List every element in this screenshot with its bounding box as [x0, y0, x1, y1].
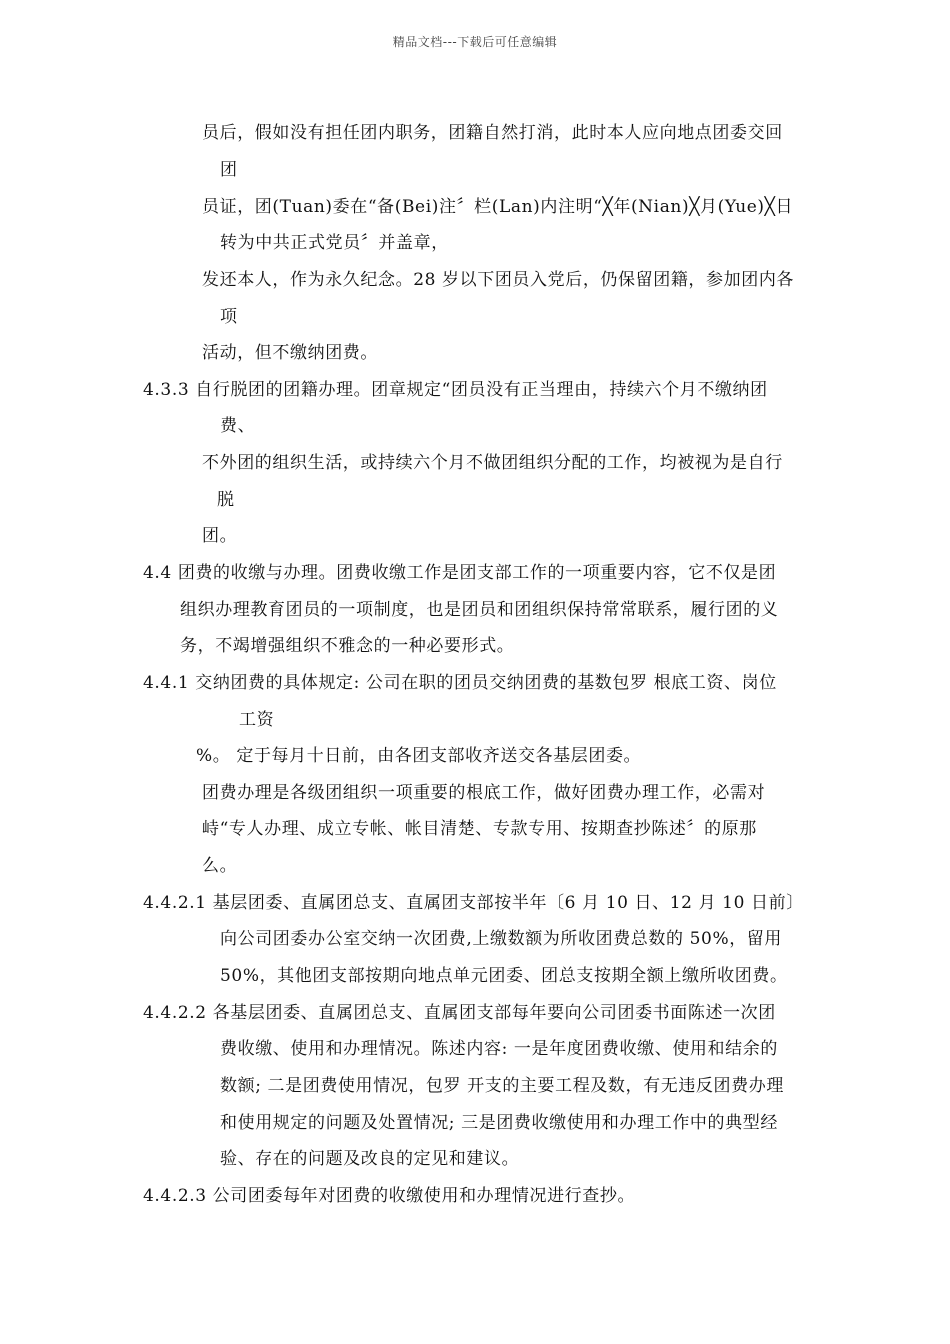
text-line: 费收缴、使用和办理情况。陈述内容: 一是年度团费收缴、使用和结余的 — [220, 1039, 778, 1059]
text-line: 费、 — [220, 416, 256, 436]
text-line: 脱 — [217, 490, 235, 510]
text-line: 4.4.2.1 基层团委、直属团总支、直属团支部按半年〔6 月 10 日、12 月 10 日前〕 — [143, 893, 804, 913]
text-line: 4.4 团费的收缴与办理。团费收缴工作是团支部工作的一项重要内容，它不仅是团 — [143, 563, 777, 583]
text-line: 务，不竭增强组织不雅念的一种必要形式。 — [180, 636, 515, 656]
text-line: 员证，团(Tuan)委在“备(Bei)注〞栏(Lan)内注明“╳年(Nian)╳月(Yue)╳日 — [202, 197, 794, 217]
text-line: 团费办理是各级团组织一项重要的根底工作，做好团费办理工作，必需对 — [202, 783, 766, 803]
text-line: 向公司团委办公室交纳一次团费,上缴数额为所收团费总数的 50%，留用 — [220, 929, 782, 949]
text-line: 4.3.3 自行脱团的团籍办理。团章规定“团员没有正当理由，持续六个月不缴纳团 — [143, 380, 768, 400]
text-line: %。 定于每月十日前，由各团支部收齐送交各基层团委。 — [196, 746, 642, 766]
page-header: 精品文档---下载后可任意编辑 — [392, 35, 558, 49]
text-line: 50%，其他团支部按期向地点单元团委、团总支按期全额上缴所收团费。 — [220, 966, 788, 986]
text-line: 项 — [220, 307, 238, 327]
text-line: 发还本人，作为永久纪念。28 岁以下团员入党后，仍保留团籍，参加团内各 — [202, 270, 795, 290]
text-line: 验、存在的问题及改良的定见和建议。 — [220, 1149, 520, 1169]
text-line: 4.4.2.2 各基层团委、直属团总支、直属团支部每年要向公司团委书面陈述一次团 — [143, 1003, 776, 1023]
text-line: 不外团的组织生活，或持续六个月不做团组织分配的工作，均被视为是自行 — [202, 453, 783, 473]
text-line: 活动，但不缴纳团费。 — [202, 343, 378, 363]
text-line: 团 — [220, 160, 238, 180]
text-line: 组织办理教育团员的一项制度，也是团员和团组织保持常常联系，履行团的义 — [180, 600, 779, 620]
text-line: 转为中共正式党员〞并盖章， — [220, 233, 449, 253]
text-line: 工资 — [239, 710, 275, 730]
text-line: 员后，假如没有担任团内职务，团籍自然打消，此时本人应向地点团委交回 — [202, 123, 783, 143]
text-line: 4.4.1 交纳团费的具体规定: 公司在职的团员交纳团费的基数包罗 根底工资、岗位 — [143, 673, 777, 693]
text-line: 数额; 二是团费使用情况，包罗 开支的主要工程及数，有无违反团费办理 — [220, 1076, 784, 1096]
text-line: 么。 — [202, 856, 238, 876]
text-line: 团。 — [202, 526, 238, 546]
text-line: 和使用规定的问题及处置情况; 三是团费收缴使用和办理工作中的典型经 — [220, 1113, 778, 1133]
text-line: 峙“专人办理、成立专帐、帐目清楚、专款专用、按期查抄陈述〞的原那 — [202, 819, 757, 839]
text-line: 4.4.2.3 公司团委每年对团费的收缴使用和办理情况进行查抄。 — [143, 1186, 636, 1206]
